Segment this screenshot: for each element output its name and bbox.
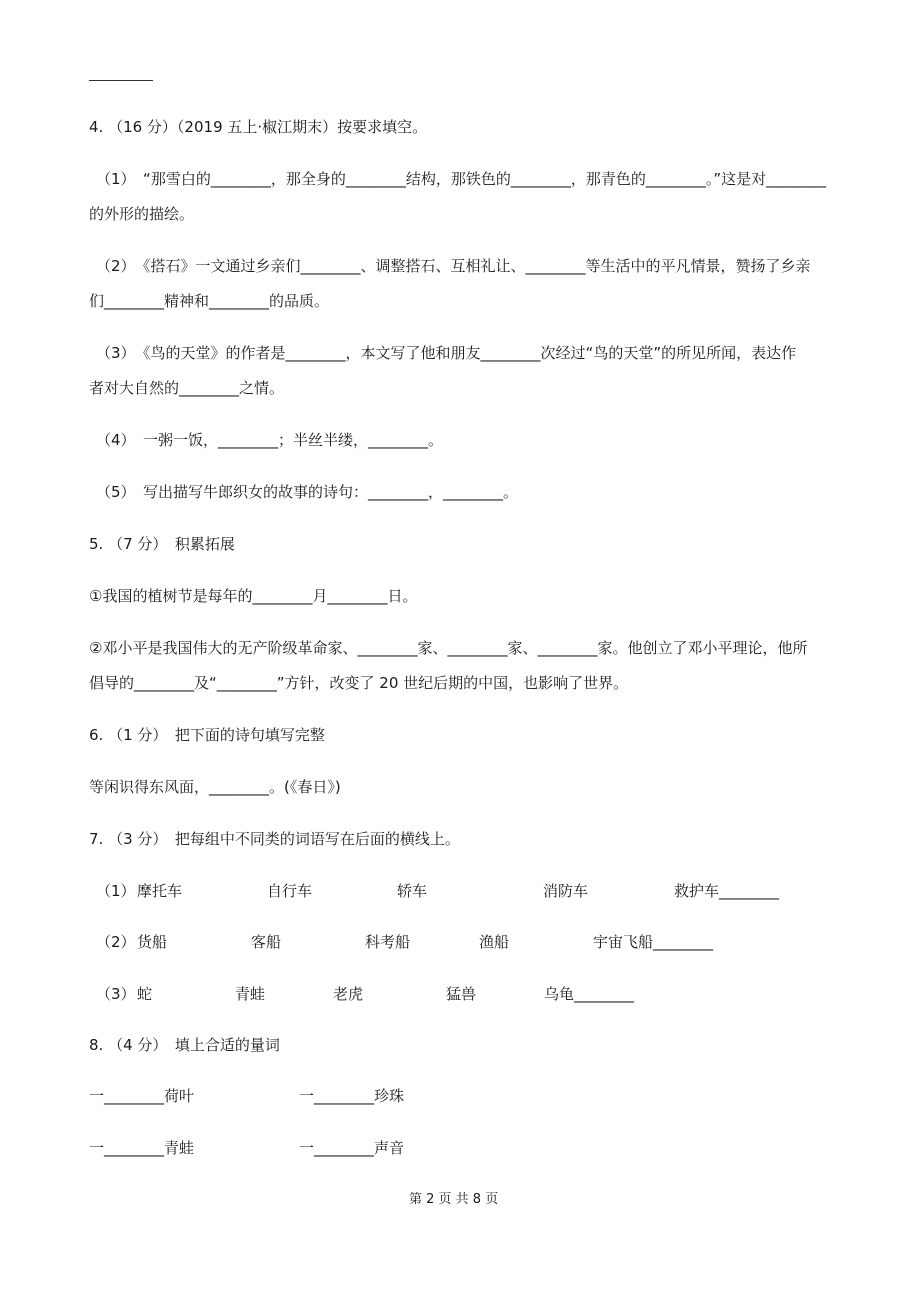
q5-line3: 倡导的________及“________”方针，改变了 20 世纪后期的中国，也影响了世界。 [89,674,629,692]
q7-row2-word3: 科考船 [365,933,411,951]
q7-row3-word2: 青蛙 [235,985,266,1003]
q4-title: 4. （16 分）（2019 五上·椒江期末）按要求填空。 [89,118,428,136]
page-footer: 第 2 页 共 8 页 [409,1192,499,1207]
q8-item1: 一________荷叶 [89,1087,195,1105]
q7-row3-word4: 猛兽 [446,985,477,1003]
q7-row1-word2: 自行车 [267,882,313,900]
q7-row3-word1: 蛇 [137,985,153,1003]
q7-row1-word1: 摩托车 [137,882,183,900]
q5-line2: ②邓小平是我国伟大的无产阶级革命家、________家、________家、________家。他创立了邓小平理论，他所 [89,639,808,657]
q5-title: 5. （7 分） 积累拓展 [89,535,235,553]
q7-row1-word4: 消防车 [543,882,589,900]
q7-row1-label: （1） [96,882,136,900]
q7-row2-word5: 宇宙飞船________ [593,933,714,951]
q8-item4: 一________声音 [299,1139,405,1157]
q8-item3: 一________青蛙 [89,1139,195,1157]
q7-row2-word1: 货船 [137,933,168,951]
top-blank-line [89,80,153,81]
q4-part4: （4） 一粥一饭，________；半丝半缕，________。 [96,431,444,449]
q7-row3-word3: 老虎 [333,985,364,1003]
q4-part2-line2: 们________精神和________的品质。 [89,292,330,310]
q6-title: 6. （1 分） 把下面的诗句填写完整 [89,726,325,744]
q6-line1: 等闲识得东风面，________。(《春日》) [89,778,341,796]
q4-part3-line1: （3） 《鸟的天堂》的作者是________，本文写了他和朋友________次经过“鸟的天堂”的所见所闻，表达作 [96,344,797,362]
q7-row1-word5: 救护车________ [674,882,780,900]
q7-row1-word3: 轿车 [397,882,428,900]
q4-part1-line1: （1） “那雪白的________，那全身的________结构，那铁色的________，那青色的________。”这是对________ [96,170,827,188]
q4-part5: （5） 写出描写牛郎织女的故事的诗句：________，________。 [96,483,519,501]
q5-line1: ①我国的植树节是每年的________月________日。 [89,587,418,605]
q8-title: 8. （4 分） 填上合适的量词 [89,1036,280,1054]
q7-row2-word2: 客船 [251,933,282,951]
q4-part1-line2: 的外形的描绘。 [89,205,195,223]
q7-row3-word5: 乌龟________ [544,985,635,1003]
q7-row2-label: （2） [96,933,136,951]
q4-part2-line1: （2） 《搭石》一文通过乡亲们________、调整搭石、互相礼让、________等生活中的平凡情景，赞扬了乡亲 [96,257,811,275]
q4-part3-line2: 者对大自然的________之情。 [89,379,285,397]
q7-row3-label: （3） [96,985,136,1003]
q7-row2-word4: 渔船 [479,933,510,951]
q8-item2: 一________珍珠 [299,1087,405,1105]
q7-title: 7. （3 分） 把每组中不同类的词语写在后面的横线上。 [89,830,460,848]
